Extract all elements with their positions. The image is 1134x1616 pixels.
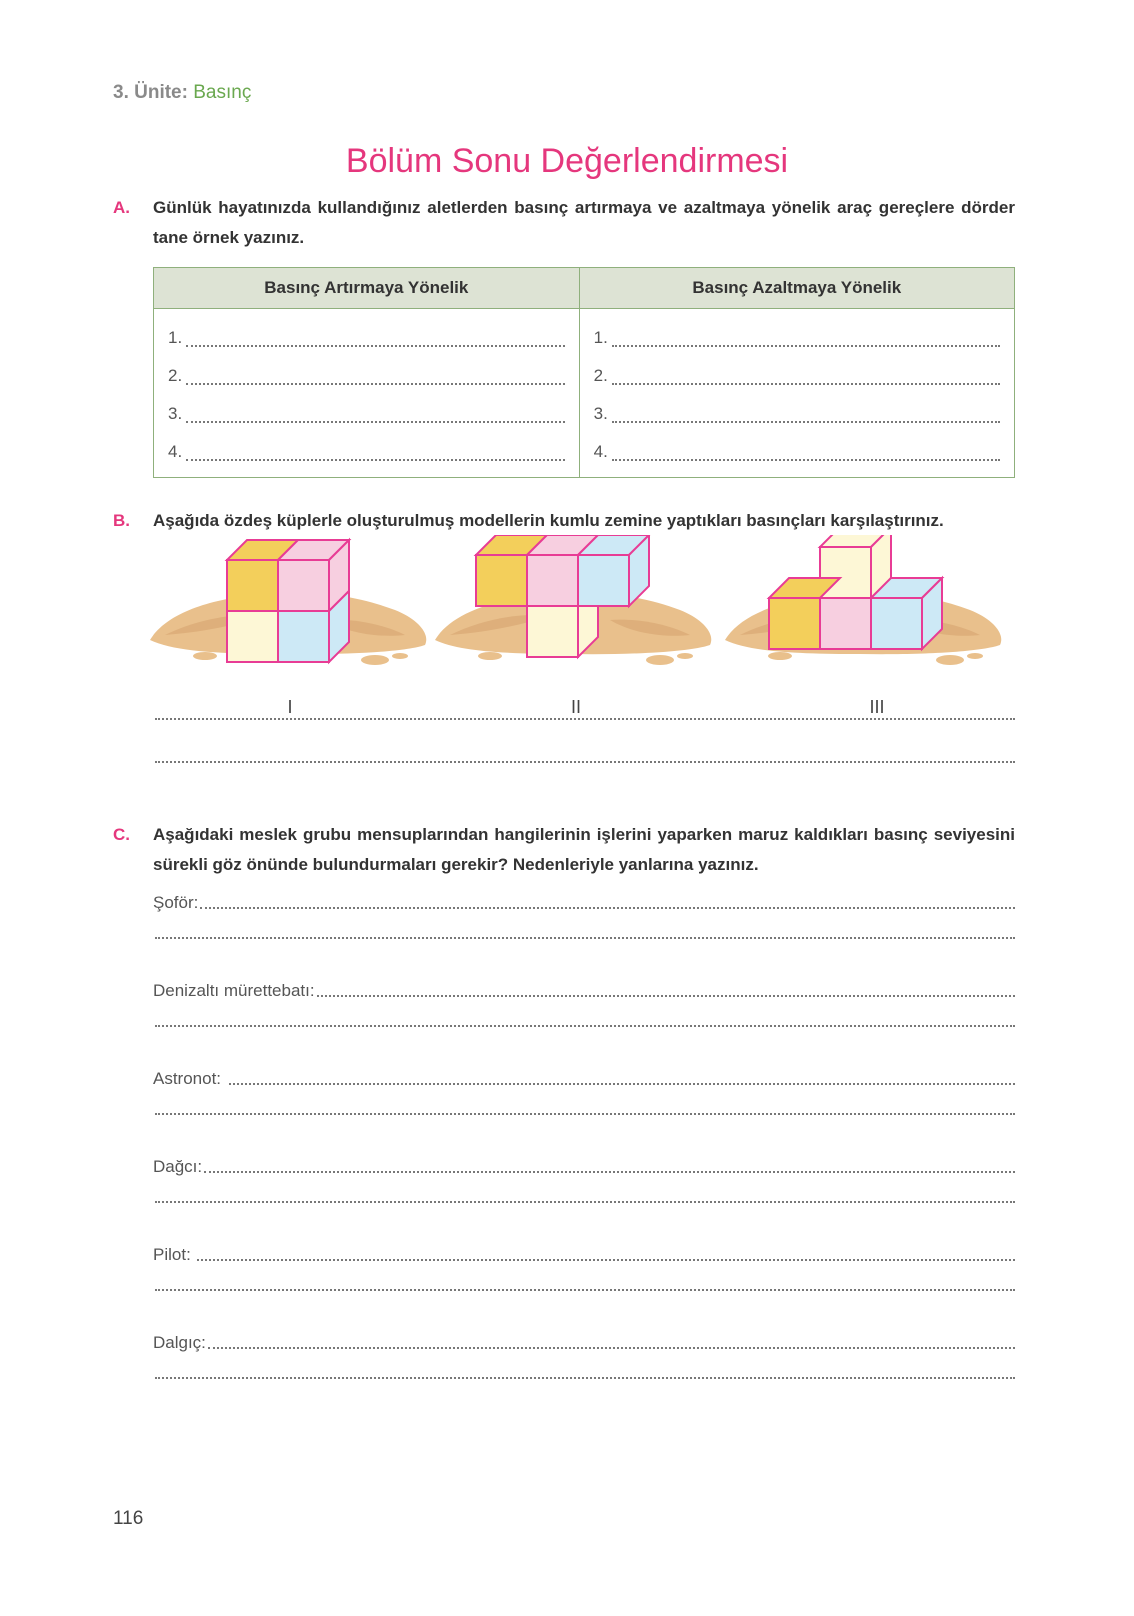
unit-header [113,82,251,104]
table-header-increase: Basınç Artırmaya Yönelik [154,268,580,309]
section-a-letter: A. [113,198,130,217]
answer-row[interactable]: 2. [594,357,1000,395]
answer-line[interactable] [153,1113,1015,1119]
figure-label-2: II [570,697,581,717]
answer-table [153,267,1015,478]
page-number: 116 [113,1508,144,1529]
section-b-question: Aşağıda özdeş küplerle oluşturulmuş modellerin kumlu zemine yaptıkları basınçları karşılaştırınız. [153,511,944,530]
answer-line[interactable] [153,1289,1015,1295]
table-header-decrease: Basınç Azaltmaya Yönelik [579,268,1014,309]
answer-row[interactable]: 3. [594,395,1000,433]
page-title: Bölüm Sonu Değerlendirmesi [345,142,789,180]
profession-line-pilot[interactable]: Pilot: [153,1245,1015,1265]
figure-label-1: I [287,697,293,717]
figure-label-3: III [869,697,885,717]
section-b-letter: B. [113,511,130,530]
answer-row[interactable]: 4. [594,433,1000,471]
section-a-question: Günlük hayatınızda kullandığınız aletlerden basınç artırmaya ve azaltmaya yönelik araç gereçlere dörder tane örnek yazınız. [153,198,1015,247]
profession-line-dagci[interactable]: Dağcı: [153,1157,1015,1177]
answer-line[interactable] [153,1377,1015,1383]
unit-label: 3. Ünite: [113,82,188,103]
model-1 [150,540,426,665]
model-2 [435,535,711,665]
answer-line[interactable] [153,1201,1015,1207]
answer-row[interactable]: 3. [168,395,565,433]
answer-row[interactable]: 2. [168,357,565,395]
answer-row[interactable]: 4. [168,433,565,471]
profession-line-sofor[interactable]: Şoför: [153,893,1015,913]
answer-line[interactable] [153,1025,1015,1031]
model-3 [725,535,1001,665]
section-c-question: Aşağıdaki meslek grubu mensuplarından hangilerinin işlerini yaparken maruz kaldıkları basınç seviyesini sürekli göz önünde bulundurmaları gerekir? Nedenleriyle yanlarına yazınız. [153,825,1015,874]
increase-answers [154,309,580,478]
cube-models-illustration [140,535,1020,695]
answer-row[interactable]: 1. [594,319,1000,357]
answer-line[interactable] [153,937,1015,943]
unit-name: Basınç [193,82,252,103]
answer-row[interactable]: 1. [168,319,565,357]
answer-line[interactable] [153,718,1015,724]
profession-line-astronot[interactable]: Astronot: [153,1069,1015,1089]
decrease-answers [579,309,1014,478]
profession-line-dalgic[interactable]: Dalgıç: [153,1333,1015,1353]
answer-line[interactable] [153,761,1015,767]
section-c-letter: C. [113,825,130,844]
profession-line-denizalti[interactable]: Denizaltı mürettebatı: [153,981,1015,1001]
